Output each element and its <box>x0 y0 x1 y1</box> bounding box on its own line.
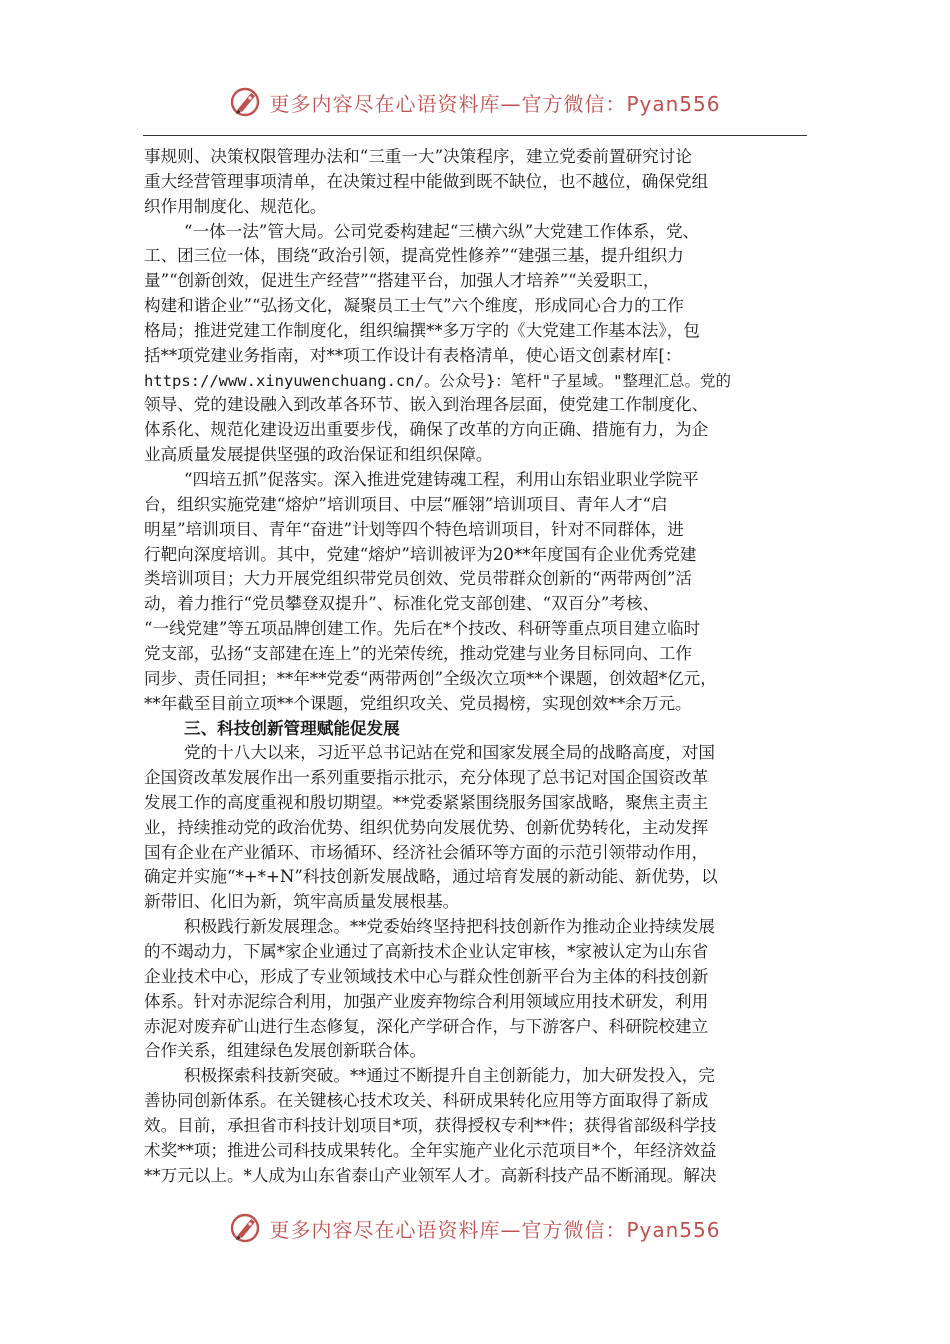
text-line: 量”“创新创效，促进生产经营”“搭建平台，加强人才培养”“关爱职工， <box>144 271 660 291</box>
text-line: 动，着力推行“党员攀登双提升”、标准化党支部创建、“双百分”考核、 <box>144 594 660 614</box>
text-line: **年截至目前立项**个课题，党组织攻关、党员揭榜，实现创效**余万元。 <box>144 693 692 713</box>
text-line: 格局；推进党建工作制度化，组织编撰**多万字的《大党建工作基本法》，包 <box>144 320 700 340</box>
text-line: https://www.xinyuwenchuang.cn/。公众号}：笔杆"子星域。"整理汇总。党的 <box>144 371 731 390</box>
text-line: 企业技术中心，形成了专业领域技术中心与群众性创新平台为主体的科技创新 <box>144 966 709 986</box>
footer-watermark-banner <box>0 1208 950 1248</box>
text-line: 赤泥对废弃矿山进行生态修复，深化产学研合作，与下游客户、科研院校建立 <box>144 1016 709 1036</box>
header-divider <box>143 135 807 136</box>
text-line: 术奖**项；推进公司科技成果转化。全年实施产业化示范项目*个，年经济效益 <box>144 1140 717 1160</box>
text-line: 的不竭动力，下属*家企业通过了高新技术企业认定审核，*家被认定为山东省 <box>144 942 709 961</box>
text-line: 括**项党建业务指南，对**项工作设计有表格清单，使心语文创素材库[： <box>144 345 682 365</box>
text-line: 积极探索科技新突破。**通过不断提升自主创新能力，加大研发投入，完 <box>184 1066 715 1086</box>
header-watermark-text: 更多内容尽在心语资料库—官方微信：Pyan556 <box>269 91 721 116</box>
text-line: 党的十八大以来，习近平总书记站在党和国家发展全局的战略高度，对国 <box>184 743 715 763</box>
text-line: 台，组织实施党建“熔炉”培训项目、中层“雁翎”培训项目、青年人才“启 <box>144 494 668 514</box>
text-line: 合作关系，组建绿色发展创新联合体。 <box>144 1041 427 1061</box>
text-line: 发展工作的高度重视和殷切期望。**党委紧紧围绕服务国家战略，聚焦主责主 <box>144 792 709 812</box>
text-line: 明星”培训项目、青年“奋进”计划等四个特色培训项目，针对不同群体，进 <box>144 519 684 539</box>
text-line: 织作用制度化、规范化。 <box>144 196 327 216</box>
footer-watermark-text: 更多内容尽在心语资料库—官方微信：Pyan556 <box>269 1217 721 1242</box>
text-line: 同步、责任同担；**年**党委“两带两创”全级次立项**个课题，创效超*亿元， <box>144 668 717 688</box>
text-line: **万元以上。*人成为山东省泰山产业领军人才。高新科技产品不断涌现。解决 <box>144 1165 717 1185</box>
text-line: “一线党建”等五项品牌创建工作。先后在*个技改、科研等重点项目建立临时 <box>144 619 701 639</box>
text-line: 工、团三位一体，围绕“政治引领，提高党性修养”“建强三基，提升组织力 <box>144 246 684 266</box>
text-line: 构建和谐企业”“弘扬文化，凝聚员工士气”六个维度，形成同心合力的工作 <box>144 296 684 316</box>
document-body <box>144 145 816 1188</box>
text-line: 业，持续推动党的政治优势、组织优势向发展优势、创新优势转化，主动发挥 <box>144 817 709 837</box>
text-line: 确定并实施“*+*+N”科技创新发展战略，通过培育发展的新动能、新优势，以 <box>144 867 718 887</box>
text-line: 企国资改革发展作出一系列重要指示批示，充分体现了总书记对国企国资改革 <box>144 768 709 788</box>
header-watermark-banner <box>0 82 950 122</box>
pen-logo-icon <box>229 85 263 119</box>
text-line: “四培五抓”促落实。深入推进党建铸魂工程，利用山东铝业职业学院平 <box>184 469 699 489</box>
text-line: 国有企业在产业循环、市场循环、经济社会循环等方面的示范引领带动作用， <box>144 842 709 862</box>
text-line: 业高质量发展提供坚强的政治保证和组织保障。 <box>144 445 493 465</box>
text-line: 事规则、决策权限管理办法和“三重一大”决策程序，建立党委前置研究讨论 <box>144 147 692 166</box>
text-line: 新带旧、化旧为新，筑牢高质量发展根基。 <box>144 892 460 912</box>
text-line: 行靶向深度培训。其中，党建“熔炉”培训被评为20**年度国有企业优秀党建 <box>144 544 697 564</box>
text-line: 领导、党的建设融入到改革各环节、嵌入到治理各层面，使党建工作制度化、 <box>144 395 709 415</box>
text-line: 体系。针对赤泥综合利用，加强产业废弃物综合利用领域应用技术研发，利用 <box>144 991 709 1011</box>
text-line: 效。目前，承担省市科技计划项目*项，获得授权专利**件；获得省部级科学技 <box>144 1115 717 1135</box>
text-line: 类培训项目；大力开展党组织带党员创效、党员带群众创新的“两带两创”活 <box>144 569 692 589</box>
text-line: 体系化、规范化建设迈出重要步伐，确保了改革的方向正确、措施有力，为企 <box>144 420 709 440</box>
text-line: “一体一法”管大局。公司党委构建起“三横六纵”大党建工作体系，党、 <box>184 221 700 241</box>
text-line: 善协同创新体系。在关键核心技术攻关、科研成果转化应用等方面取得了新成 <box>144 1091 709 1111</box>
pen-logo-icon <box>229 1211 263 1245</box>
text-line: 重大经营管理事项清单，在决策过程中能做到既不缺位，也不越位，确保党组 <box>144 171 709 191</box>
text-line: 积极践行新发展理念。**党委始终坚持把科技创新作为推动企业持续发展 <box>184 917 715 937</box>
section-heading: 三、科技创新管理赋能促发展 <box>184 718 400 739</box>
text-line: 党支部，弘扬“支部建在连上”的光荣传统，推动党建与业务目标同向、工作 <box>144 643 692 663</box>
